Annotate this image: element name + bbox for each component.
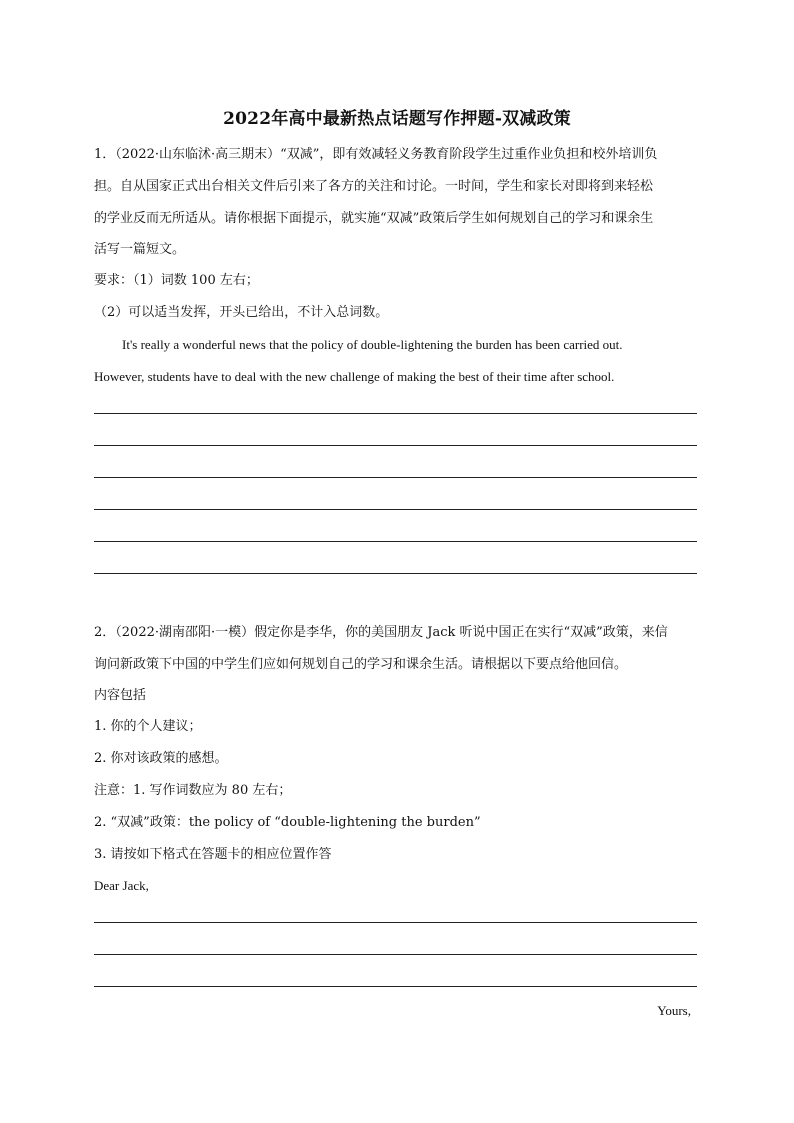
q1-prompt-line-4: 活写一篇短文。 bbox=[94, 242, 186, 257]
q1-requirement-2: （2）可以适当发挥，开头已给出，不计入总词数。 bbox=[94, 305, 389, 320]
answer-line bbox=[94, 477, 697, 478]
q1-prompt-line-1: 1．（2022·山东临沭·高三期末）“双减”，即有效减轻义务教育阶段学生过重作业负担和校外培训负 bbox=[94, 147, 658, 162]
q2-note-1: 注意：1. 写作词数应为 80 左右； bbox=[94, 783, 292, 798]
q1-opening-line-1: It's really a wonderful news that the policy of double-lightening the burden has been carried out. bbox=[122, 337, 623, 352]
q1-prompt-line-3: 的学业反而无所适从。请你根据下面提示，就实施“双减”政策后学生如何规划自己的学习和课余生 bbox=[94, 211, 654, 226]
answer-line bbox=[94, 509, 697, 510]
answer-line bbox=[94, 922, 697, 923]
q2-content-header: 内容包括 bbox=[94, 688, 147, 703]
q2-closing: Yours, bbox=[657, 1003, 691, 1018]
q2-point-1: 1. 你的个人建议； bbox=[94, 719, 202, 734]
q1-prompt-line-2: 担。自从国家正式出台相关文件后引来了各方的关注和讨论。一时间，学生和家长对即将到来轻松 bbox=[94, 179, 654, 194]
q2-prompt-line-1: 2．（2022·湖南邵阳·一模）假定你是李华，你的美国朋友 Jack 听说中国正在实行“双减”政策，来信 bbox=[94, 625, 668, 640]
q2-point-2: 2. 你对该政策的感想。 bbox=[94, 751, 228, 766]
q2-note-2: 2. “双减”政策：the policy of “double-lightening the burden” bbox=[94, 815, 481, 830]
answer-line bbox=[94, 413, 697, 414]
page-title: 2022年高中最新热点话题写作押题-双减政策 bbox=[223, 109, 571, 129]
answer-line bbox=[94, 445, 697, 446]
answer-line bbox=[94, 573, 697, 574]
q2-prompt-line-2: 询问新政策下中国的中学生们应如何规划自己的学习和课余生活。请根据以下要点给他回信。 bbox=[94, 657, 628, 672]
answer-line bbox=[94, 954, 697, 955]
q1-requirement-1: 要求：（1）词数 100 左右； bbox=[94, 273, 259, 288]
answer-line bbox=[94, 541, 697, 542]
q2-note-3: 3. 请按如下格式在答题卡的相应位置作答 bbox=[94, 847, 332, 862]
q1-opening-line-2: However, students have to deal with the new challenge of making the best of their time after school. bbox=[94, 369, 615, 384]
q2-greeting: Dear Jack, bbox=[94, 878, 149, 893]
answer-line bbox=[94, 986, 697, 987]
